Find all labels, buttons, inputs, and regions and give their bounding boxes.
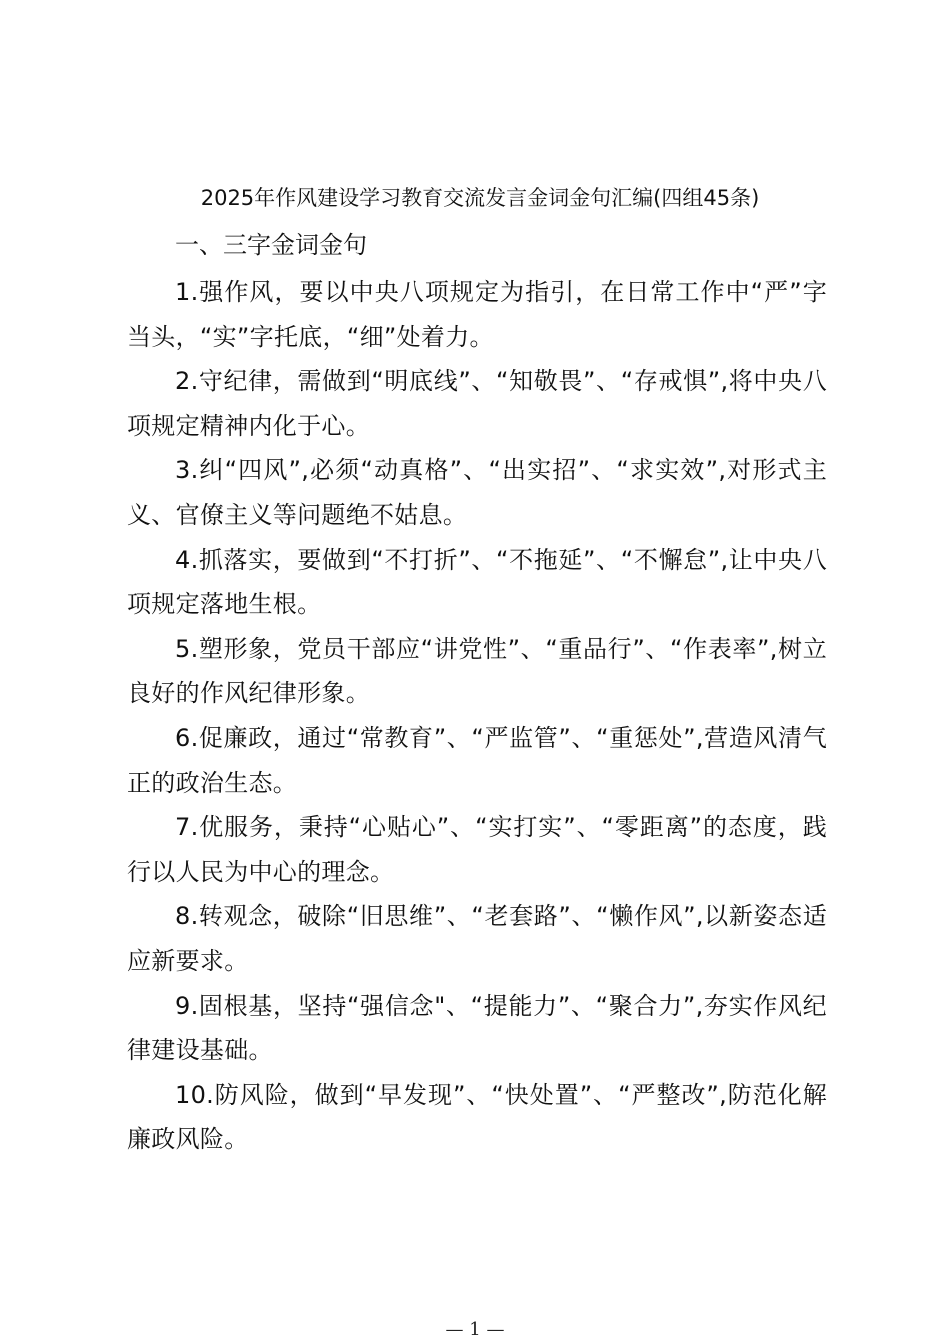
list-item: 8.转观念，破除“旧思维”、“老套路”、“懒作风”,以新姿态适应新要求。 xyxy=(127,902,827,975)
list-item: 3.纠“四风”,必须“动真格”、“出实招”、“求实效”,对形式主义、官僚主义等问题绝不姑息。 xyxy=(127,456,827,529)
page-number: — 1 — xyxy=(445,1319,505,1340)
list-item: 6.促廉政，通过“常教育”、“严监管”、“重惩处”,营造风清气正的政治生态。 xyxy=(127,723,827,797)
list-item: 5.塑形象，党员干部应“讲党性”、“重品行”、“作表率”,树立良好的作风纪律形象。 xyxy=(127,634,827,708)
section-heading: 一、三字金词金句 xyxy=(175,231,367,259)
list-item: 7.优服务，秉持“心贴心”、“实打实”、“零距离”的态度，践行以人民为中心的理念。 xyxy=(127,813,827,886)
list-item: 4.抓落实，要做到“不打折”、“不拖延”、“不懈怠”,让中央八项规定落地生根。 xyxy=(127,545,827,619)
list-item: 2.守纪律，需做到“明底线”、“知敬畏”、“存戒惧”,将中央八项规定精神内化于心。 xyxy=(127,367,827,440)
list-item: 1.强作风，要以中央八项规定为指引，在日常工作中“严”字当头，“实”字托底，“细”处着力。 xyxy=(127,278,827,351)
list-item: 10.防风险，做到“早发现”、“快处置”、“严整改”,防范化解廉政风险。 xyxy=(127,1080,827,1154)
list-item: 9.固根基，坚持“强信念"、“提能力”、“聚合力”,夯实作风纪律建设基础。 xyxy=(127,991,827,1065)
item-list xyxy=(127,270,827,1162)
document-title: 2025年作风建设学习教育交流发言金词金句汇编(四组45条) xyxy=(200,186,760,210)
